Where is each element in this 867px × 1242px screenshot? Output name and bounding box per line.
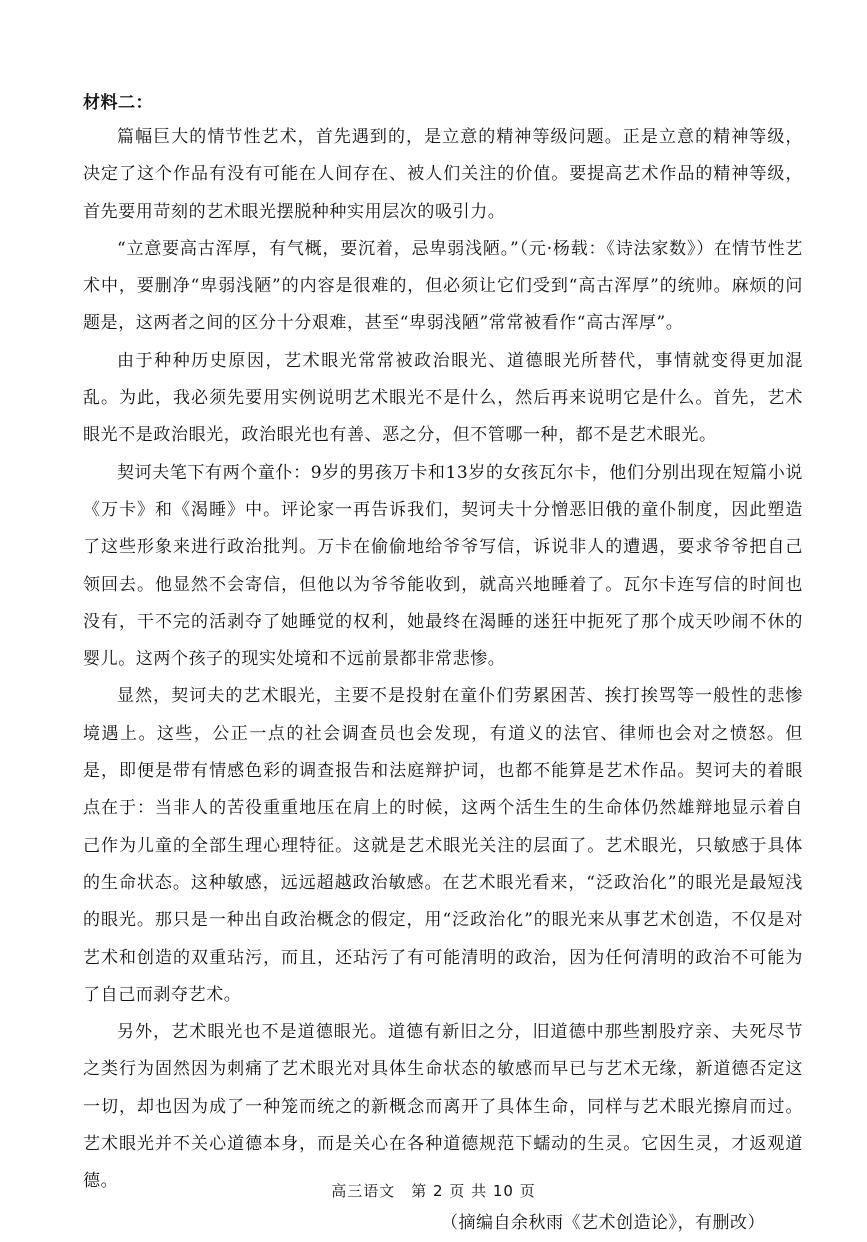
paragraph-4: 契诃夫笔下有两个童仆：9岁的男孩万卡和13岁的女孩瓦尔卡，他们分别出现在短篇小说《万卡》和《渴睡》中。评论家一再告诉我们，契诃夫十分憎恶旧俄的童仆制度，因此塑造了这些形象来进行政治批判。万卡在偷偷地给爷爷写信，诉说非人的遭遇，要求爷爷把自己领回去。他显然不会寄信，但他以为爷爷能收到，就高兴地睡着了。瓦尔卡连写信的时间也没有，干不完的活剥夺了她睡觉的权利，她最终在渴睡的迷狂中扼死了那个成天吵闹不休的婴儿。这两个孩子的现实处境和不远前景都非常悲惨。 — [83, 462, 803, 670]
section-title: 材料二： — [83, 93, 153, 113]
paragraph-3: 由于种种历史原因，艺术眼光常常被政治眼光、道德眼光所替代，事情就变得更加混乱。为此，我必须先要用实例说明艺术眼光不是什么，然后再来说明它是什么。首先，艺术眼光不是政治眼光，政治眼光也有善、恶之分，但不管哪一种，都不是艺术眼光。 — [83, 350, 803, 446]
page-footer: 高三语文 第 2 页 共 10 页 — [331, 1182, 536, 1200]
paragraph-2: “立意要高古浑厚，有气概，要沉着，忌卑弱浅陋。”（元·杨载：《诗法家数》）在情节性艺术中，要删净“卑弱浅陋”的内容是很难的，但必须让它们受到“高古浑厚”的统帅。麻烦的问题是，这两者之间的区分十分艰难，甚至“卑弱浅陋”常常被看作“高古浑厚”。 — [83, 238, 803, 334]
paragraph-6: 另外，艺术眼光也不是道德眼光。道德有新旧之分，旧道德中那些割股疗亲、夫死尽节之类行为固然因为刺痛了艺术眼光对具体生命状态的敏感而早已与艺术无缘，新道德否定这一切，却也因为成了一种笼而统之的新概念而离开了具体生命，同样与艺术眼光擦肩而过。艺术眼光并不关心道德本身，而是关心在各种道德规范下蠕动的生灵。它因生灵，才返观道德。 — [83, 1022, 803, 1192]
source-citation: （摘编自余秋雨《艺术创造论》，有删改） — [441, 1212, 765, 1233]
paragraph-5: 显然，契诃夫的艺术眼光，主要不是投射在童仆们劳累困苦、挨打挨骂等一般性的悲惨境遇上。这些，公正一点的社会调查员也会发现，有道义的法官、律师也会对之愤怒。但是，即便是带有情感色彩的调查报告和法庭辩护词，也都不能算是艺术作品。契诃夫的着眼点在于：当非人的苦役重重地压在肩上的时候，这两个活生生的生命体仍然雄辩地显示着自己作为儿童的全部生理心理特征。这就是艺术眼光关注的层面了。艺术眼光，只敏感于具体的生命状态。这种敏感，远远超越政治敏感。在艺术眼光看来，“泛政治化”的眼光是最短浅的眼光。那只是一种出自政治概念的假定，用“泛政治化”的眼光来从事艺术创造，不仅是对艺术和创造的双重玷污，而且，还玷污了有可能清明的政治，因为任何清明的政治不可能为了自己而剥夺艺术。 — [83, 686, 803, 1005]
article-body — [83, 89, 803, 1242]
paragraph-1: 篇幅巨大的情节性艺术，首先遇到的，是立意的精神等级问题。正是立意的精神等级，决定了这个作品有没有可能在人间存在、被人们关注的价值。要提高艺术作品的精神等级，首先要用苛刻的艺术眼光摆脱种种实用层次的吸引力。 — [83, 127, 803, 222]
